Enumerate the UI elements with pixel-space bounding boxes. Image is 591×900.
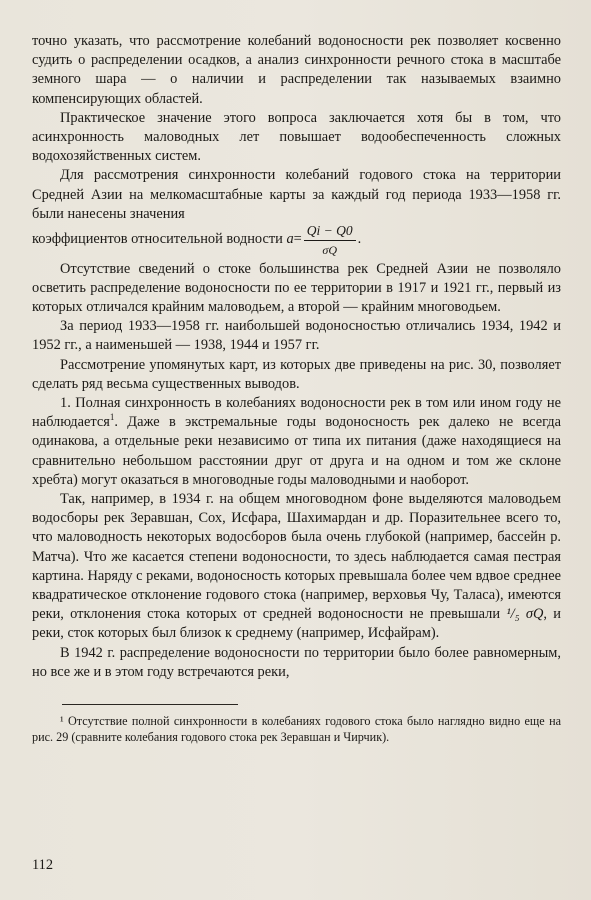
paragraph-6: Рассмотрение упомянутых карт, из которых две приведены на рис. 30, позволяет сделать ряд весьма существенных выводов. [32, 356, 561, 392]
paragraph-7-start: 1. Полная синхронность в колебаниях водоносности рек в том или ином году не наблюдается [32, 394, 561, 431]
footnote [32, 713, 561, 745]
formula-denominator: σQ [322, 242, 338, 257]
formula-equals: = [293, 231, 302, 248]
formula-prefix: коэффициентов относительной водности [32, 231, 283, 248]
paragraph-8 [32, 490, 561, 644]
formula-line [32, 224, 561, 256]
footnote-divider [62, 704, 238, 705]
paragraph-1: точно указать, что рассмотрение колебаний водоносности рек позволяет косвенно судить о распределении осадков, а анализ синхронности речного стока в масштабе земного шара — о наличии и распределении так называемых взаимно компенсирующих областей. [32, 33, 561, 107]
paragraph-4: Отсутствие сведений о стоке большинства рек Средней Азии не позволяло осветить распределение водоносности по ее территории в 1917 и 1921 гг., первый из которых отличался крайним маловодьем, а второй — крайним многоводьем. [32, 260, 561, 315]
formula-numerator: Qi − Q0 [304, 224, 356, 241]
paragraph-9: В 1942 г. распределение водоносности по территории было более равномерным, но все же и в этом году встречаются реки, [32, 644, 561, 680]
paragraph-7-end: . Даже в экстремальные годы водоносность рек далеко не всегда одинакова, а отдельные реки независимо от типа их питания (даже находящиеся на сравнительно небольшом расстоянии друг от друга и на одном и том же склоне хребта) могут оказаться в многоводные годы маловодными и наоборот. [32, 414, 561, 488]
paragraph-5: За период 1933—1958 гг. наибольшей водоносностью отличались 1934, 1942 и 1952 гг., а наименьшей — 1938, 1944 и 1957 гг. [32, 318, 561, 354]
page-number: 112 [32, 857, 54, 873]
paragraph-8-end: , и реки, сток которых был близок к среднему (например, Исфайрам). [32, 606, 561, 642]
formula-lhs: a [286, 231, 294, 248]
footnote-marker: 1 [109, 412, 115, 423]
paragraph-7 [32, 394, 561, 490]
paragraph-2: Практическое значение этого вопроса заключается хотя бы в том, что асинхронность маловодных лет повышает водообеспеченность сложных водохозяйственных систем. [32, 109, 561, 165]
paragraph-3: Для рассмотрения синхронности колебаний годового стока на территории Средней Азии на мелкомасштабные карты за каждый год периода 1933—1958 гг. были нанесены значения [32, 167, 561, 222]
inline-sigma: ¹/₅ σQ [506, 606, 544, 623]
footnote-text: ¹ Отсутствие полной синхронности в колебаниях годового стока было наглядно видно еще на рис. 29 (сравните колебания годового стока рек Зеравшан и Чирчик). [32, 714, 561, 745]
paragraph-8-start: Так, например, в 1934 г. на общем многоводном фоне выделяются маловодьем водосборы рек Зеравшан, Сох, Исфара, Шахимардан и др. Поразительнее всего то, что маловодность некоторых водосборов была очень глубокой (например, бассейн р. Матча). Что же касается степени водоносности, то здесь наблюдается самая пестрая картина. Наряду с реками, водоносность которых превышала более чем вдвое среднее квадратическое отклонение годового стока (например, верховья Чу, Таласа), имеются реки, отклонения стока которых от средней водоносности не превышали [32, 490, 561, 623]
formula-end: . [357, 231, 362, 248]
formula-fraction [304, 224, 356, 256]
